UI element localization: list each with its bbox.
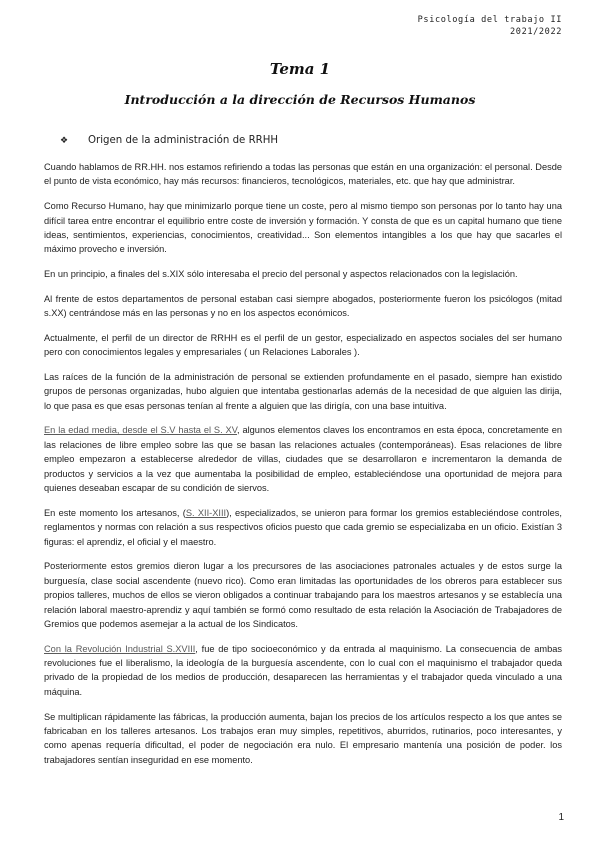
paragraph-7 — [44, 423, 562, 495]
paragraph-8-start: En este momento los artesanos, ( — [44, 507, 186, 518]
paragraph-4: Al frente de estos departamentos de personal estaban casi siempre abogados, posteriormente fueron los psicólogos (mitad s.XX) centrándose más en las personas y no en los aspectos económicos. — [44, 293, 562, 319]
page-number: 1 — [558, 812, 564, 823]
section-heading — [60, 135, 278, 146]
running-header — [418, 14, 562, 38]
siglos-xii-xiii-link[interactable]: S. XII-XIII — [185, 507, 227, 518]
section-heading-text: Origen de la administración de RRHH — [88, 135, 279, 146]
paragraph-11: Se multiplican rápidamente las fábricas, la producción aumenta, bajan los precios de los artículos respecto a los que antes se fabricaban en los talleres artesanos. Los trabajos eran muy simples, repetitivos, aburridos, rutinarios, poco interesantes, y como apenas requería dificultad, el poder de negociación era nulo. El empresario mantenía una posición de poder. los trabajadores sentían inseguridad en ese momento. — [44, 711, 562, 765]
paragraph-1: Cuando hablamos de RR.HH. nos estamos refiriendo a todas las personas que están en una organización: el personal. Desde el punto de vista económico, hay más recursos: financieros, tecnológicos, materiales, etc. que hay que administrar. — [44, 162, 562, 187]
paragraph-6: Las raíces de la función de la administración de personal se extienden profundamente en el pasado, siempre han existido grupos de personas organizadas, hubo alguien que intentaba gestionarlas además de la necesidad de que alguien las dirija, lo que pasa es que esas personas tenían al frente a alguien que las dirigía, con una base intuitiva. — [44, 371, 562, 411]
course-name: Psicología del trabajo II — [417, 15, 562, 25]
paragraph-9: Posteriormente estos gremios dieron lugar a los precursores de las asociaciones patronales actuales y de estos surge la burguesía, clase social ascendente (nuevo rico). Como eran limitadas las oportunidades de los obreros para establecer sus propios talleres, muchos de ellos se vieron obligados a continuar trabajando para los maestros artesanos y se establecía una relación laboral maestro-aprendiz y aquí también se formó como resultado de esta relación la Asociación de Trabajadores de Gremios que podemos asemejar a la actual de los Sindicatos. — [44, 561, 562, 629]
paragraph-5: Actualmente, el perfil de un director de RRHH es el perfil de un gestor, especializado en aspectos sociales del ser humano pero con conocimientos legales y empresariales ( un Relaciones Laborales ). — [44, 332, 562, 358]
document-subtitle: Introducción a la dirección de Recursos Humanos — [124, 92, 476, 107]
paragraph-8 — [44, 506, 562, 549]
revolucion-industrial-link[interactable]: Con la Revolución Industrial S.XVIII — [44, 643, 196, 654]
edad-media-link[interactable]: En la edad media, desde el S.V hasta el S. XV — [44, 425, 238, 436]
paragraph-2: Como Recurso Humano, hay que minimizarlo porque tiene un coste, pero al mismo tiempo son personas por lo tanto hay una difícil tarea entre encontrar el equilibrio entre coste de inversión y formación. Y consta de que es un capital humano que tiene ideas, sentimientos, experiencias, conocimientos, creatividad... Son elementos intangibles a los que hay que sacarles el máximo provecho e inversión. — [44, 201, 562, 255]
academic-year: 2021/2022 — [510, 27, 562, 37]
paragraph-10-text: , fue de tipo socioeconómico y da entrada al maquinismo. La consecuencia de ambas revoluciones fue el liberalismo, la ideología de la burguesía ascendente, con lo cual con el maquinismo el trabajador queda privado de la propiedad de los medios de producción, desaparecen las herramientas y el trabajador queda vinculado a una máquina. — [44, 643, 562, 697]
document-body — [44, 160, 562, 777]
paragraph-10 — [44, 642, 562, 700]
paragraph-7-text: , algunos elementos claves los encontramos en esta época, concretamente en las relaciones de libre empleo sobre las que se basan las relaciones actuales (contemporáneas). Esas relaciones de libre empleo empezaron a establecerse alrededor de villas, ciudades que se desarrollaron e incrementaron la demanda de productos y servicios a la vez que aumentaba la posibilidad de empleo, estableciéndose una oportunidad de mejora para quienes deseaban escapar de su condición de siervos. — [44, 425, 562, 494]
paragraph-8-text: ), especializados, se unieron para formar los gremios estableciéndose controles, reglamentos y normas con relación a sus respectivos oficios puesto que cada gremio se especializaba en un oficio. Existían 3 figuras: el aprendiz, el oficial y el maestro. — [44, 507, 562, 547]
paragraph-3: En un principio, a finales del s.XIX sólo interesaba el precio del personal y aspectos relacionados con la legislación. — [44, 269, 518, 280]
document-title: Tema 1 — [269, 60, 331, 78]
diamond-bullet-icon: ❖ — [60, 136, 69, 146]
